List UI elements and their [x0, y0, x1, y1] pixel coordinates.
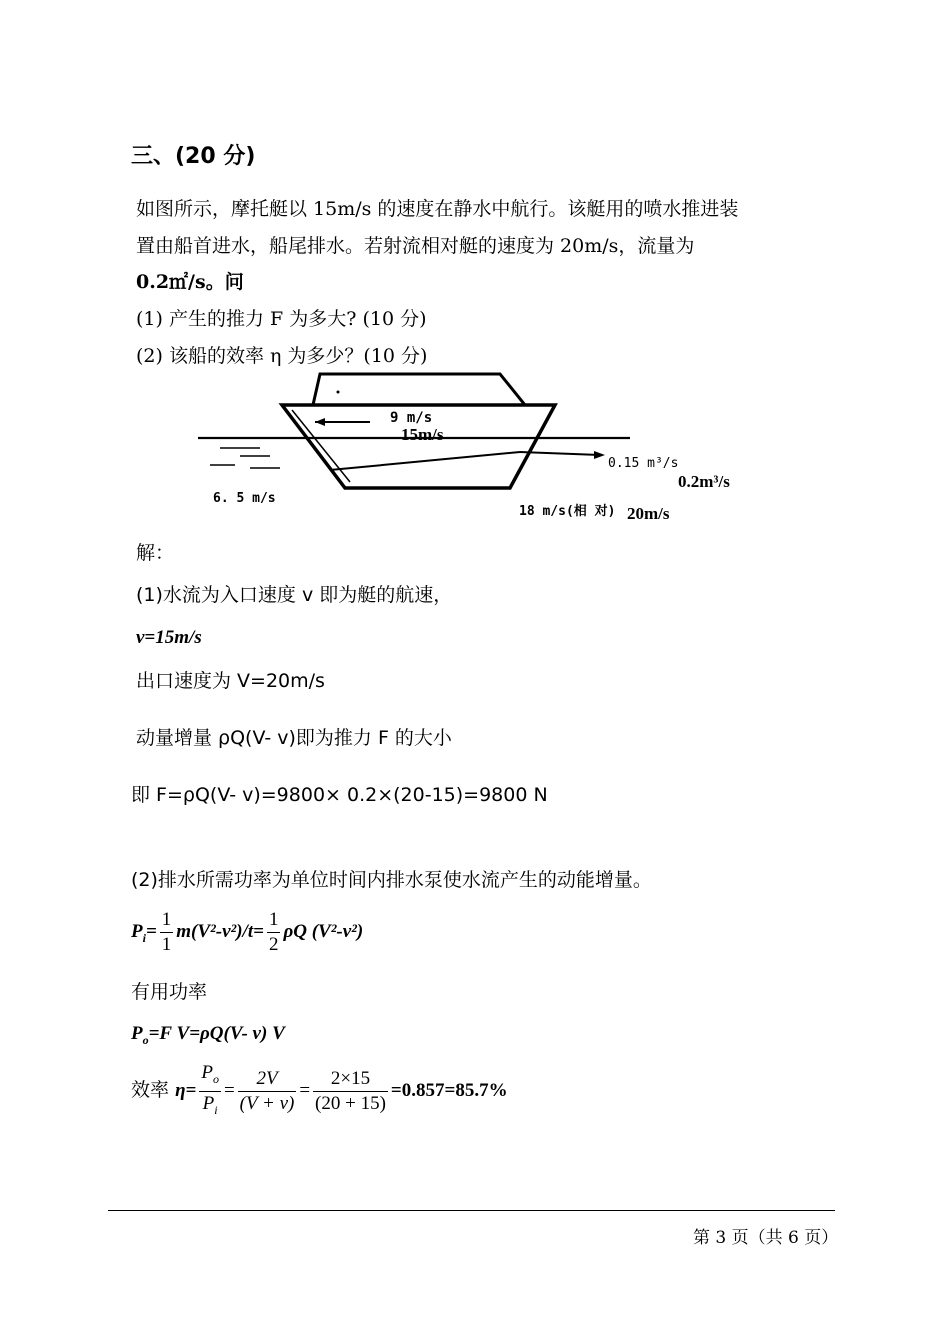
- question-2: (2) 该船的效率 η 为多少？(10 分): [136, 345, 428, 367]
- problem-line-3: 0.2㎡/s。问: [136, 271, 244, 293]
- solution-1-line-3: 出口速度为 V=20m/s: [136, 670, 325, 692]
- solution-1-line-4: 动量增量 ρQ(V- v)即为推力 F 的大小: [136, 727, 452, 749]
- label-6-5ms: 6. 5 m/s: [213, 491, 276, 506]
- output-power-equation: $P_o=F$ V=ρQ(V- v) V: [131, 1023, 285, 1047]
- efficiency-equation: 效率 η= $\frac{P_o}{P_i}$ = $\frac{2V}{(V + v)}$ = $\frac{2\times 15}{(20 + 15)}$ =0.857=85.7%: [131, 1061, 508, 1117]
- thrust-equation: 即 F=ρQ(V- v)=9800× 0.2×(20-15)=9800 N: [131, 784, 548, 806]
- label-15ms: 15m/s: [401, 425, 444, 444]
- boat-cabin: [313, 374, 525, 405]
- solution-1-line-1: (1)水流为入口速度 v 即为艇的航速，: [136, 584, 453, 606]
- question-1: (1) 产生的推力 F 为多大? (10 分): [136, 308, 427, 330]
- footer-rule: [108, 1210, 835, 1211]
- problem-line-2: 置由船首进水，船尾排水。若射流相对艇的速度为 20m/s，流量为: [136, 235, 695, 257]
- label-20ms: 20m/s: [627, 504, 670, 523]
- page-number: 第 3 页（共 6 页）: [693, 1228, 839, 1248]
- section-heading: 三、(20 分): [131, 144, 256, 169]
- solution-2-line-1: (2)排水所需功率为单位时间内排水泵使水流产生的动能增量。: [131, 869, 652, 891]
- jet-line: [330, 452, 520, 470]
- label-0-15: 0.15 m³/s: [608, 456, 679, 471]
- useful-power-label: 有用功率: [131, 981, 208, 1003]
- problem-line-1: 如图所示，摩托艇以 15m/s 的速度在静水中航行。该艇用的喷水推进装: [136, 198, 739, 220]
- label-18ms: 18 m/s(相 对): [519, 504, 616, 519]
- solution-label: 解：: [136, 542, 175, 564]
- label-0-2: 0.2m³/s: [678, 472, 730, 491]
- solution-1-line-2: v=15m/s: [136, 627, 202, 648]
- input-power-equation: $P_i=$ $\frac{1}{1}$ m(V²-v²)/t= $\frac{1}{2}$ ρQ (V²-v²): [131, 909, 364, 956]
- label-9ms: 9 m/s: [390, 410, 433, 426]
